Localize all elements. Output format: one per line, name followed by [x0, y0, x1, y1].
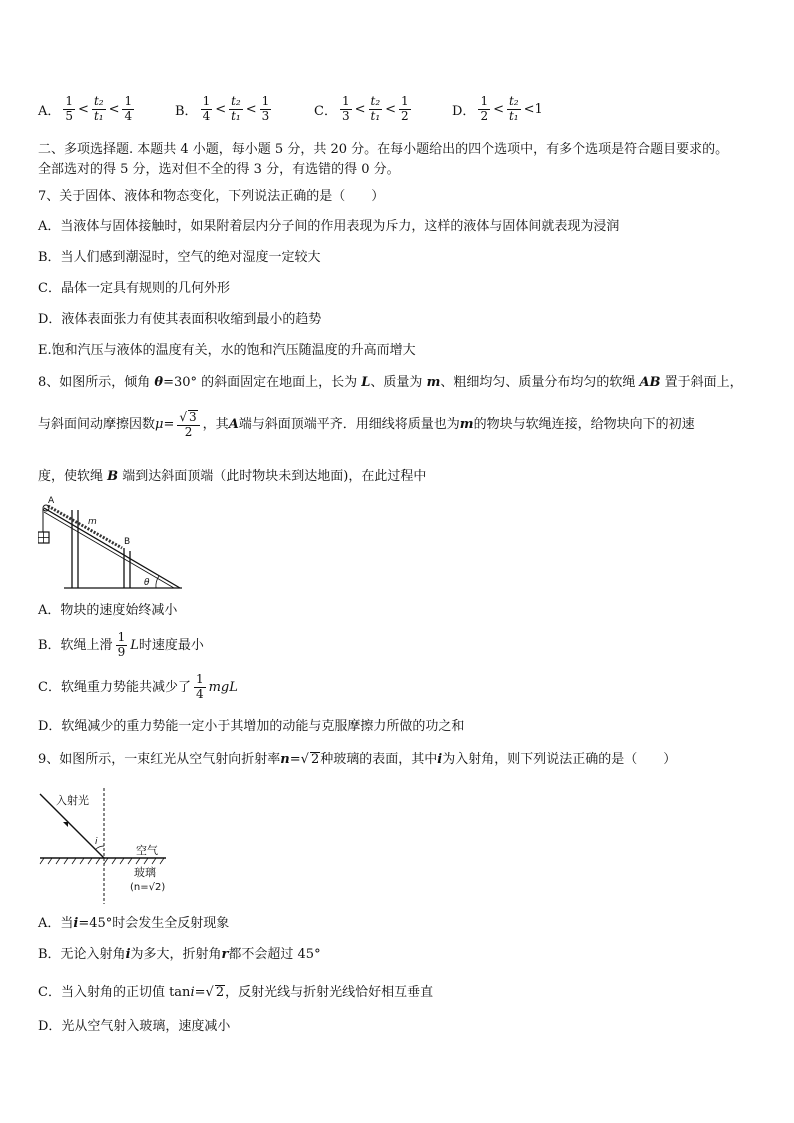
less-than: < — [108, 101, 120, 117]
q8-stem-line2: 与斜面间动摩擦因数 μ = $\frac{√ 3}{2}$ ，其 A 端与斜面顶端平齐．用细线将质量也为 m 的物块与软绳连接，给物块向下的初速 — [38, 410, 695, 439]
less-than: < — [78, 101, 89, 117]
q8-option-a[interactable]: A．物块的速度始终减小 — [38, 603, 178, 618]
fraction: $\frac{1}{5}$ — [65, 93, 74, 123]
less-than: < — [493, 101, 504, 117]
option-label: D． — [452, 103, 476, 119]
fraction: $\frac{1}{9}$ — [117, 630, 126, 659]
q6-option-c[interactable] — [314, 88, 414, 130]
fraction: $\frac{1}{4}$ — [124, 93, 133, 123]
q8-option-d[interactable]: D．软绳减少的重力势能一定小于其增加的动能与克服摩擦力所做的功之和 — [38, 719, 465, 734]
q8-incline-figure — [38, 496, 188, 592]
less-than: < — [245, 101, 257, 117]
q8-stem-line1: 8、如图所示，倾角 θ=30° 的斜面固定在地面上，长为 L、质量为 m、粗细均匀、质量分布均匀的软绳 AB 置于斜面上， — [38, 375, 743, 390]
option-label: A． — [38, 103, 61, 119]
less-than: < — [523, 101, 535, 117]
fraction: $\frac{1}{4}$ — [195, 672, 204, 701]
q6-options — [38, 88, 758, 130]
q6-option-d[interactable] — [452, 88, 543, 130]
less-than: < — [215, 101, 227, 117]
q7-option-a[interactable]: A．当液体与固体接触时，如果附着层内分子间的作用表现为斥力，这样的液体与固体间就表现为浸润 — [38, 219, 620, 234]
q8-option-b[interactable]: B．软绳上滑 $\frac{1}{9}$ L 时速度最小 — [38, 630, 204, 659]
section2-line1: 二、多项选择题. 本题共 4 小题，每小题 5 分，共 20 分。在每小题给出的四个选项中，有多个选项是符合题目要求的。 — [38, 142, 729, 157]
q9-refraction-figure — [38, 786, 188, 906]
fraction: $\frac{1}{3}$ — [341, 93, 350, 123]
q7-option-d[interactable]: D．液体表面张力有使其表面积收缩到最小的趋势 — [38, 312, 322, 327]
option-label: B． — [175, 103, 198, 119]
fraction: $\frac{1}{4}$ — [202, 93, 211, 123]
q7-option-e[interactable]: E.饱和汽压与液体的温度有关，水的饱和汽压随温度的升高而增大 — [38, 343, 416, 358]
one-value: 1 — [534, 101, 543, 117]
less-than: < — [354, 101, 366, 117]
label-m: m — [88, 517, 97, 527]
fraction: $\frac{1}{2}$ — [480, 93, 489, 123]
option-label: C． — [314, 103, 337, 119]
fraction: $\frac{1}{2}$ — [401, 93, 409, 123]
label-a: A — [48, 496, 55, 506]
label-glass: 玻璃 — [134, 866, 156, 879]
label-theta: θ — [144, 578, 150, 588]
q9-option-c[interactable]: C．当入射角的正切值 tan i = √ 2 ，反射光线与折射光线恰好相互垂直 — [38, 984, 434, 1000]
q9-option-a[interactable]: A．当 i =45°时会发生全反射现象 — [38, 916, 230, 931]
q9-stem: 9、如图所示，一束红光从空气射向折射率 n = √ 2 种玻璃的表面，其中 i 为入射角，则下列说法正确的是（ ） — [38, 751, 677, 767]
label-incident: 入射光 — [56, 794, 89, 807]
ratio-fraction: $\frac{\text{t₂}}{\text{t₁}}$ — [370, 93, 381, 123]
q8-option-c[interactable]: C．软绳重力势能共减少了 $\frac{1}{4}$ mgL — [38, 672, 238, 701]
mu-fraction: $\frac{√ 3}{2}$ — [177, 410, 199, 440]
ratio-fraction: $\frac{\text{t₂}}{\text{t₁}}$ — [231, 93, 241, 123]
label-b: B — [124, 537, 131, 547]
q9-option-b[interactable]: B．无论入射角 i 为多大，折射角 r 都不会超过 45° — [38, 947, 321, 962]
q6-option-a[interactable] — [38, 88, 137, 130]
label-air: 空气 — [136, 844, 158, 857]
q7-option-b[interactable]: B．当人们感到潮湿时，空气的绝对湿度一定较大 — [38, 250, 321, 265]
ratio-fraction: $\frac{\text{t₂}}{\text{t₁}}$ — [508, 93, 519, 123]
label-i: i — [95, 837, 98, 847]
less-than: < — [385, 101, 397, 117]
q6-option-b[interactable] — [175, 88, 274, 130]
section2-line2: 全部选对的得 5 分，选对但不全的得 3 分，有选错的得 0 分。 — [38, 162, 400, 177]
q9-option-d[interactable]: D．光从空气射入玻璃，速度减小 — [38, 1019, 231, 1034]
q7-stem: 7、关于固体、液体和物态变化，下列说法正确的是（ ） — [38, 189, 385, 204]
label-n: (n=√2) — [130, 882, 166, 893]
q8-stem-line3: 度，使软绳 B 端到达斜面顶端（此时物块未到达地面)，在此过程中 — [38, 469, 427, 484]
ratio-fraction: $\frac{\text{t₂}}{\text{t₁}}$ — [93, 93, 104, 123]
q7-option-c[interactable]: C．晶体一定具有规则的几何外形 — [38, 281, 230, 296]
fraction: $\frac{1}{3}$ — [261, 93, 270, 123]
